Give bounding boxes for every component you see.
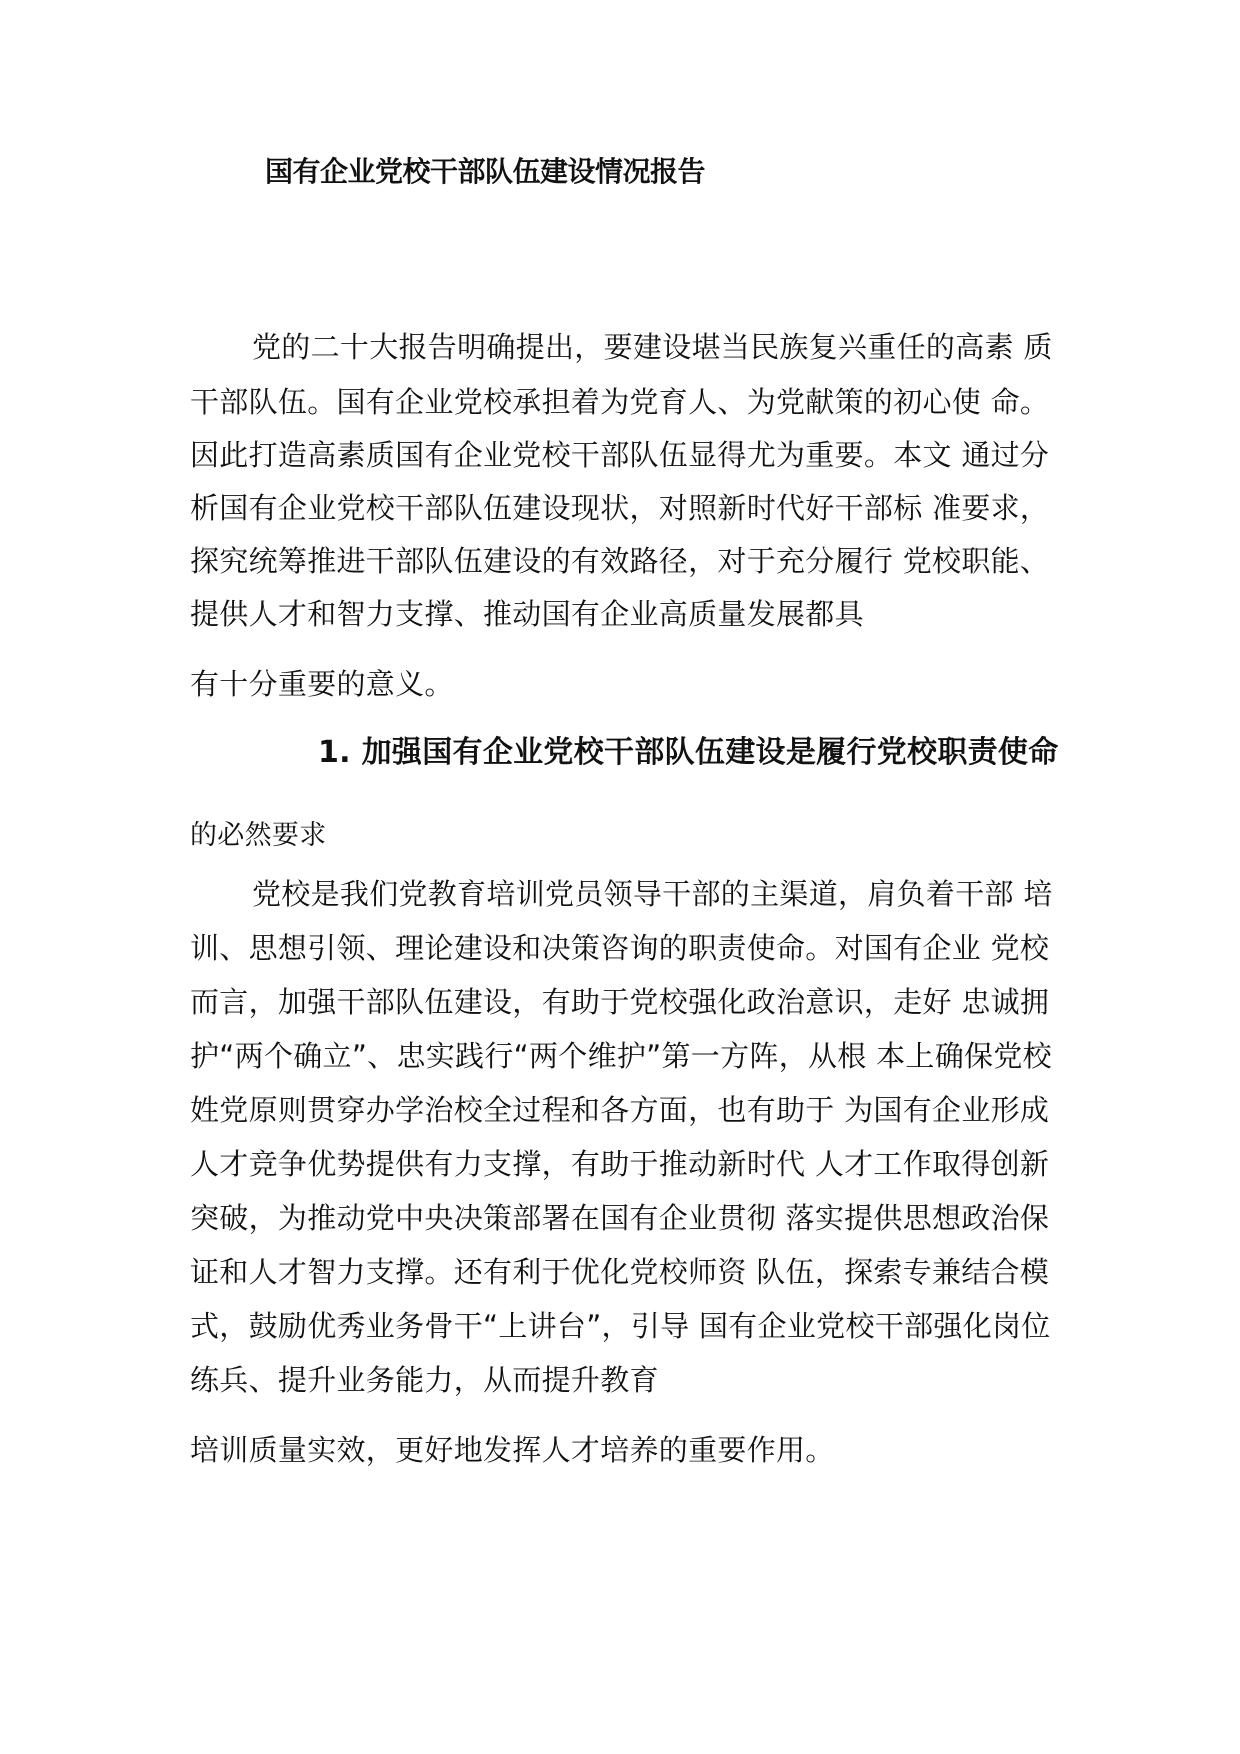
paragraph-line: 式，鼓励优秀业务骨干“上讲台”，引导 国有企业党校干部强化岗位	[190, 1309, 1051, 1343]
section-heading: 1. 加强国有企业党校干部队伍建设是履行党校职责使命	[318, 735, 1059, 770]
paragraph-line: 培训质量实效，更好地发挥人才培养的重要作用。	[190, 1433, 835, 1467]
paragraph-line: 训、思想引领、理论建设和决策咨询的职责使命。对国有企业 党校	[190, 931, 1050, 965]
paragraph-line: 析国有企业党校干部队伍建设现状，对照新时代好干部标 准要求，	[190, 491, 1050, 525]
paragraph-line: 干部队伍。国有企业党校承担着为党育人、为党献策的初心使 命。	[190, 385, 1050, 419]
paragraph-line: 而言，加强干部队伍建设，有助于党校强化政治意识，走好 忠诚拥	[190, 985, 1050, 1019]
paragraph-line: 护“两个确立”、忠实践行“两个维护”第一方阵，从根 本上确保党校	[190, 1039, 1052, 1073]
paragraph-line: 证和人才智力支撑。还有利于优化党校师资 队伍，探索专兼结合模	[190, 1255, 1050, 1289]
paragraph-line: 有十分重要的意义。	[190, 667, 454, 701]
document-title: 国有企业党校干部队伍建设情况报告	[265, 155, 706, 188]
paragraph-line: 探究统筹推进干部队伍建设的有效路径，对于充分履行 党校职能、	[190, 544, 1050, 578]
paragraph-line: 党校是我们党教育培训党员领导干部的主渠道，肩负着干部 培	[252, 877, 1053, 911]
paragraph-line: 姓党原则贯穿办学治校全过程和各方面，也有助于 为国有企业形成	[190, 1093, 1050, 1127]
section-heading-continuation: 的必然要求	[190, 820, 327, 851]
paragraph-line: 突破，为推动党中央决策部署在国有企业贯彻 落实提供思想政治保	[190, 1201, 1050, 1235]
paragraph-line: 因此打造高素质国有企业党校干部队伍显得尤为重要。本文 通过分	[190, 438, 1050, 472]
paragraph-line: 人才竞争优势提供有力支撑，有助于推动新时代 人才工作取得创新	[190, 1147, 1050, 1181]
paragraph-line: 党的二十大报告明确提出，要建设堪当民族复兴重任的高素 质	[252, 330, 1053, 364]
paragraph-line: 提供人才和智力支撑、推动国有企业高质量发展都具	[190, 597, 864, 631]
paragraph-line: 练兵、提升业务能力，从而提升教育	[190, 1363, 659, 1397]
